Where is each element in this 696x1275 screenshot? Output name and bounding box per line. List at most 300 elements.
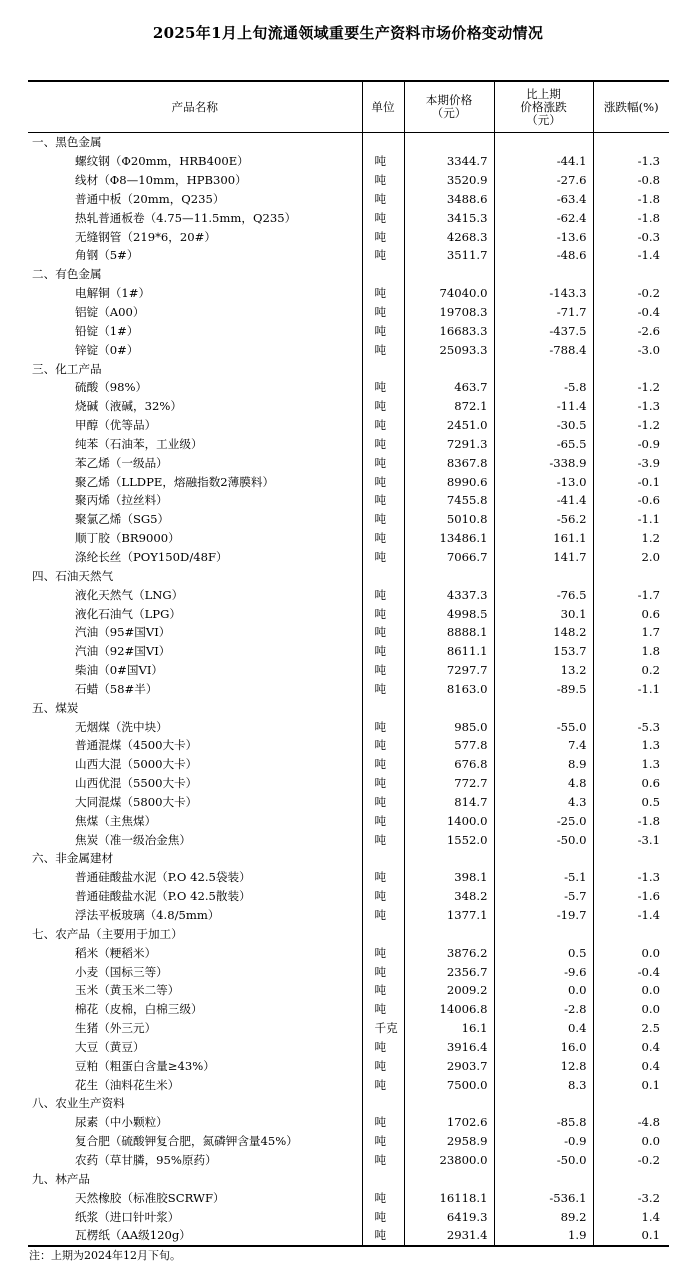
unit: 吨 xyxy=(362,378,404,397)
current-price: 19708.3 xyxy=(404,303,494,322)
price-change: 7.4 xyxy=(494,736,593,755)
table-row xyxy=(28,679,669,698)
current-price: 74040.0 xyxy=(404,284,494,303)
product-name: 线材（Φ8—10mm，HPB300） xyxy=(75,173,247,188)
change-pct: -0.6 xyxy=(593,491,669,510)
current-price: 3511.7 xyxy=(404,246,494,265)
price-change: 12.8 xyxy=(494,1056,593,1075)
product-name: 稻米（粳稻米） xyxy=(75,945,157,960)
header-current-price-line2: （元） xyxy=(431,106,467,120)
product-name: 无缝钢管（219*6，20#） xyxy=(75,229,216,244)
price-change: -13.0 xyxy=(494,472,593,491)
table-row xyxy=(28,623,669,642)
current-price: 5010.8 xyxy=(404,510,494,529)
current-price: 2903.7 xyxy=(404,1056,494,1075)
table-row xyxy=(28,1056,669,1075)
product-name: 普通中板（20mm，Q235） xyxy=(75,191,225,206)
price-change: 161.1 xyxy=(494,529,593,548)
product-name: 硫酸（98%） xyxy=(75,380,148,395)
category-name: 四、石油天然气 xyxy=(32,568,114,583)
unit: 吨 xyxy=(362,1188,404,1207)
table-row xyxy=(28,321,669,340)
current-price: 16683.3 xyxy=(404,321,494,340)
product-name: 汽油（95#国VI） xyxy=(75,625,171,640)
price-change: -71.7 xyxy=(494,303,593,322)
unit: 吨 xyxy=(362,1151,404,1170)
change-pct: 2.0 xyxy=(593,548,669,567)
product-name: 电解铜（1#） xyxy=(75,286,151,301)
unit: 吨 xyxy=(362,811,404,830)
product-name: 石蜡（58#半） xyxy=(75,681,158,696)
table-row xyxy=(28,661,669,680)
category-change-cell xyxy=(494,265,593,284)
category-change-cell xyxy=(494,359,593,378)
product-name: 豆粕（粗蛋白含量≥43%） xyxy=(75,1058,215,1073)
current-price: 2009.2 xyxy=(404,981,494,1000)
change-pct: 0.5 xyxy=(593,793,669,812)
table-row xyxy=(28,340,669,359)
table-row xyxy=(28,887,669,906)
current-price: 8990.6 xyxy=(404,472,494,491)
category-change-cell xyxy=(494,698,593,717)
unit: 吨 xyxy=(362,190,404,209)
category-pct-cell xyxy=(593,1094,669,1113)
price-change: 148.2 xyxy=(494,623,593,642)
price-change: 4.8 xyxy=(494,774,593,793)
unit: 吨 xyxy=(362,1132,404,1151)
price-change: -30.5 xyxy=(494,416,593,435)
price-change: -5.1 xyxy=(494,868,593,887)
product-name: 瓦楞纸（AA级120g） xyxy=(28,1226,362,1246)
category-row xyxy=(28,359,669,378)
change-pct: -1.3 xyxy=(593,868,669,887)
price-change: -85.8 xyxy=(494,1113,593,1132)
price-change: -536.1 xyxy=(494,1188,593,1207)
unit: 吨 xyxy=(362,1113,404,1132)
table-row xyxy=(28,1226,669,1246)
price-change: 4.3 xyxy=(494,793,593,812)
price-change: 8.9 xyxy=(494,755,593,774)
current-price: 398.1 xyxy=(404,868,494,887)
current-price: 1552.0 xyxy=(404,830,494,849)
price-change: -48.6 xyxy=(494,246,593,265)
current-price: 2451.0 xyxy=(404,416,494,435)
change-pct: 0.6 xyxy=(593,604,669,623)
price-change: -25.0 xyxy=(494,811,593,830)
category-pct-cell xyxy=(593,566,669,585)
price-change: -2.8 xyxy=(494,1000,593,1019)
change-pct: -1.3 xyxy=(593,397,669,416)
category-name: 五、煤炭 xyxy=(32,700,79,715)
product-name: 液化天然气（LNG） xyxy=(75,587,184,602)
category-name: 一、黑色金属 xyxy=(32,135,102,150)
price-change: 0.5 xyxy=(494,943,593,962)
price-change: 13.2 xyxy=(494,661,593,680)
unit: 吨 xyxy=(362,472,404,491)
category-unit-cell xyxy=(362,359,404,378)
product-name: 烧碱（液碱，32%） xyxy=(75,399,182,414)
current-price: 1400.0 xyxy=(404,811,494,830)
price-change: -9.6 xyxy=(494,962,593,981)
header-current-price xyxy=(404,81,494,133)
product-name: 大同混煤（5800大卡） xyxy=(75,794,198,809)
current-price: 8367.8 xyxy=(404,453,494,472)
product-name: 液化石油气（LPG） xyxy=(75,606,181,621)
table-row xyxy=(28,435,669,454)
change-pct: 1.7 xyxy=(593,623,669,642)
product-name: 棉花（皮棉，白棉三级） xyxy=(75,1002,203,1017)
table-row xyxy=(28,585,669,604)
category-price-cell xyxy=(404,359,494,378)
product-name: 热轧普通板卷（4.75—11.5mm，Q235） xyxy=(75,210,297,225)
category-change-cell xyxy=(494,924,593,943)
category-pct-cell xyxy=(593,1169,669,1188)
header-unit: 单位 xyxy=(362,81,404,133)
product-name: 螺纹钢（Φ20mm，HRB400E） xyxy=(75,154,249,169)
category-unit-cell xyxy=(362,849,404,868)
footnote: 注：上期为2024年12月下旬。 xyxy=(29,1249,181,1262)
table-row xyxy=(28,378,669,397)
category-price-cell xyxy=(404,1094,494,1113)
product-name: 纸浆（进口针叶浆） xyxy=(75,1209,180,1224)
unit: 吨 xyxy=(362,623,404,642)
category-unit-cell xyxy=(362,566,404,585)
category-change-cell xyxy=(494,849,593,868)
product-name: 天然橡胶（标准胶SCRWF） xyxy=(75,1190,225,1205)
product-name: 甲醇（优等品） xyxy=(75,418,157,433)
price-change: -13.6 xyxy=(494,227,593,246)
table-row xyxy=(28,830,669,849)
change-pct: -5.3 xyxy=(593,717,669,736)
current-price: 348.2 xyxy=(404,887,494,906)
category-unit-cell xyxy=(362,265,404,284)
current-price: 772.7 xyxy=(404,774,494,793)
change-pct: -1.8 xyxy=(593,190,669,209)
category-row xyxy=(28,698,669,717)
price-change: -788.4 xyxy=(494,340,593,359)
table-row xyxy=(28,472,669,491)
current-price: 2958.9 xyxy=(404,1132,494,1151)
current-price: 14006.8 xyxy=(404,1000,494,1019)
unit: 吨 xyxy=(362,679,404,698)
unit: 吨 xyxy=(362,1075,404,1094)
change-pct: -1.2 xyxy=(593,416,669,435)
price-change: 153.7 xyxy=(494,642,593,661)
category-price-cell xyxy=(404,566,494,585)
current-price: 3344.7 xyxy=(404,152,494,171)
change-pct: 2.5 xyxy=(593,1019,669,1038)
unit: 吨 xyxy=(362,397,404,416)
change-pct: 1.3 xyxy=(593,736,669,755)
product-name: 浮法平板玻璃（4.8/5mm） xyxy=(75,908,220,923)
current-price: 676.8 xyxy=(404,755,494,774)
category-pct-cell xyxy=(593,698,669,717)
change-pct: 1.8 xyxy=(593,642,669,661)
product-name: 花生（油料花生米） xyxy=(75,1077,180,1092)
change-pct: -1.3 xyxy=(593,152,669,171)
change-pct: -3.1 xyxy=(593,830,669,849)
price-change: 8.3 xyxy=(494,1075,593,1094)
price-change: 89.2 xyxy=(494,1207,593,1226)
category-row xyxy=(28,1094,669,1113)
current-price: 463.7 xyxy=(404,378,494,397)
unit: 吨 xyxy=(362,585,404,604)
category-row xyxy=(28,924,669,943)
category-unit-cell xyxy=(362,924,404,943)
category-pct-cell xyxy=(593,133,669,152)
price-change: -5.8 xyxy=(494,378,593,397)
price-change: 0.4 xyxy=(494,1019,593,1038)
product-name: 聚氯乙烯（SG5） xyxy=(75,512,170,527)
unit: 吨 xyxy=(362,340,404,359)
product-name: 无烟煤（洗中块） xyxy=(75,719,168,734)
unit: 吨 xyxy=(362,943,404,962)
unit: 吨 xyxy=(362,548,404,567)
product-name: 玉米（黄玉米二等） xyxy=(75,983,180,998)
table-row xyxy=(28,491,669,510)
current-price: 7291.3 xyxy=(404,435,494,454)
unit: 吨 xyxy=(362,321,404,340)
unit: 吨 xyxy=(362,642,404,661)
change-pct: -1.7 xyxy=(593,585,669,604)
change-pct: 0.1 xyxy=(593,1226,669,1246)
category-change-cell xyxy=(494,133,593,152)
product-name: 锌锭（0#） xyxy=(75,342,139,357)
unit: 吨 xyxy=(362,868,404,887)
product-name: 焦炭（准一级冶金焦） xyxy=(75,832,191,847)
unit: 吨 xyxy=(362,453,404,472)
category-unit-cell xyxy=(362,698,404,717)
change-pct: 0.6 xyxy=(593,774,669,793)
change-pct: 1.2 xyxy=(593,529,669,548)
table-row xyxy=(28,284,669,303)
unit: 吨 xyxy=(362,227,404,246)
product-name: 尿素（中小颗粒） xyxy=(75,1115,168,1130)
category-price-cell xyxy=(404,1169,494,1188)
unit: 吨 xyxy=(362,1056,404,1075)
price-change: -55.0 xyxy=(494,717,593,736)
current-price: 814.7 xyxy=(404,793,494,812)
current-price: 7297.7 xyxy=(404,661,494,680)
price-change: -143.3 xyxy=(494,284,593,303)
current-price: 4998.5 xyxy=(404,604,494,623)
change-pct: -0.3 xyxy=(593,227,669,246)
category-row xyxy=(28,265,669,284)
change-pct: 0.2 xyxy=(593,661,669,680)
change-pct: 0.0 xyxy=(593,943,669,962)
table-row xyxy=(28,736,669,755)
change-pct: 0.4 xyxy=(593,1038,669,1057)
price-change: -89.5 xyxy=(494,679,593,698)
unit: 千克 xyxy=(362,1019,404,1038)
current-price: 3916.4 xyxy=(404,1038,494,1057)
current-price: 16118.1 xyxy=(404,1188,494,1207)
table-row xyxy=(28,755,669,774)
unit: 吨 xyxy=(362,152,404,171)
unit: 吨 xyxy=(362,906,404,925)
unit: 吨 xyxy=(362,717,404,736)
price-change: -76.5 xyxy=(494,585,593,604)
unit: 吨 xyxy=(362,774,404,793)
table-row xyxy=(28,152,669,171)
product-name: 生猪（外三元） xyxy=(75,1021,157,1036)
current-price: 8888.1 xyxy=(404,623,494,642)
change-pct: -0.2 xyxy=(593,1151,669,1170)
table-row xyxy=(28,1075,669,1094)
change-pct: -1.2 xyxy=(593,378,669,397)
table-row xyxy=(28,227,669,246)
unit: 吨 xyxy=(362,887,404,906)
current-price: 7066.7 xyxy=(404,548,494,567)
change-pct: -4.8 xyxy=(593,1113,669,1132)
price-table xyxy=(28,80,669,1247)
category-row xyxy=(28,1169,669,1188)
change-pct: 1.3 xyxy=(593,755,669,774)
product-name: 小麦（国标三等） xyxy=(75,964,168,979)
unit: 吨 xyxy=(362,830,404,849)
category-price-cell xyxy=(404,133,494,152)
category-unit-cell xyxy=(362,133,404,152)
product-name: 焦煤（主焦煤） xyxy=(75,813,157,828)
unit: 吨 xyxy=(362,435,404,454)
category-pct-cell xyxy=(593,924,669,943)
current-price: 25093.3 xyxy=(404,340,494,359)
unit: 吨 xyxy=(362,1038,404,1057)
current-price: 7500.0 xyxy=(404,1075,494,1094)
category-pct-cell xyxy=(593,359,669,378)
unit: 吨 xyxy=(362,755,404,774)
current-price: 3415.3 xyxy=(404,208,494,227)
table-row xyxy=(28,208,669,227)
current-price: 985.0 xyxy=(404,717,494,736)
category-row xyxy=(28,133,669,152)
table-row xyxy=(28,811,669,830)
product-name: 汽油（92#国VI） xyxy=(75,644,171,659)
table-row xyxy=(28,793,669,812)
product-name: 顺丁胶（BR9000） xyxy=(75,531,180,546)
header-price-change-line3: （元） xyxy=(526,112,561,127)
price-change: -338.9 xyxy=(494,453,593,472)
unit: 吨 xyxy=(362,416,404,435)
price-change: 16.0 xyxy=(494,1038,593,1057)
change-pct: -1.4 xyxy=(593,246,669,265)
unit: 吨 xyxy=(362,661,404,680)
current-price: 2931.4 xyxy=(404,1226,494,1246)
price-change: -437.5 xyxy=(494,321,593,340)
change-pct: -0.9 xyxy=(593,435,669,454)
table-row xyxy=(28,1019,669,1038)
price-change: -50.0 xyxy=(494,1151,593,1170)
unit: 吨 xyxy=(362,303,404,322)
header-current-price-line1: 本期价格 xyxy=(425,93,473,107)
table-row xyxy=(28,1207,669,1226)
table-row xyxy=(28,416,669,435)
category-price-cell xyxy=(404,849,494,868)
category-pct-cell xyxy=(593,849,669,868)
product-name: 铝锭（A00） xyxy=(75,305,145,320)
current-price: 4268.3 xyxy=(404,227,494,246)
table-row xyxy=(28,510,669,529)
table-row xyxy=(28,774,669,793)
table-row xyxy=(28,548,669,567)
product-name: 涤纶长丝（POY150D/48F） xyxy=(75,549,228,564)
price-change: -27.6 xyxy=(494,171,593,190)
product-name: 角钢（5#） xyxy=(75,248,139,263)
table-row xyxy=(28,1151,669,1170)
unit: 吨 xyxy=(362,981,404,1000)
price-change: -56.2 xyxy=(494,510,593,529)
product-name: 农药（草甘膦，95%原药） xyxy=(75,1152,217,1167)
change-pct: 0.0 xyxy=(593,1000,669,1019)
current-price: 8163.0 xyxy=(404,679,494,698)
table-row xyxy=(28,1113,669,1132)
change-pct: -1.8 xyxy=(593,811,669,830)
current-price: 1377.1 xyxy=(404,906,494,925)
change-pct: 0.0 xyxy=(593,981,669,1000)
table-row xyxy=(28,1038,669,1057)
table-row xyxy=(28,906,669,925)
change-pct: -0.8 xyxy=(593,171,669,190)
unit: 吨 xyxy=(362,510,404,529)
change-pct: -3.0 xyxy=(593,340,669,359)
product-name: 普通混煤（4500大卡） xyxy=(75,738,198,753)
category-row xyxy=(28,566,669,585)
current-price: 23800.0 xyxy=(404,1151,494,1170)
unit: 吨 xyxy=(362,1000,404,1019)
header-price-change xyxy=(494,81,593,133)
table-row xyxy=(28,642,669,661)
change-pct: 0.0 xyxy=(593,1132,669,1151)
category-name: 三、化工产品 xyxy=(32,361,102,376)
category-name: 六、非金属建材 xyxy=(32,851,114,866)
change-pct: -0.4 xyxy=(593,962,669,981)
price-change: -44.1 xyxy=(494,152,593,171)
product-name: 普通硅酸盐水泥（P.O 42.5散装） xyxy=(75,889,251,904)
change-pct: 0.4 xyxy=(593,1056,669,1075)
unit: 吨 xyxy=(362,736,404,755)
table-row xyxy=(28,303,669,322)
current-price: 6419.3 xyxy=(404,1207,494,1226)
unit: 吨 xyxy=(362,491,404,510)
change-pct: -3.2 xyxy=(593,1188,669,1207)
current-price: 577.8 xyxy=(404,736,494,755)
product-name: 聚乙烯（LLDPE，熔融指数2薄膜料） xyxy=(75,474,275,489)
current-price: 16.1 xyxy=(404,1019,494,1038)
table-row xyxy=(28,868,669,887)
current-price: 3876.2 xyxy=(404,943,494,962)
current-price: 4337.3 xyxy=(404,585,494,604)
price-change: -5.7 xyxy=(494,887,593,906)
table-row xyxy=(28,1000,669,1019)
product-name: 苯乙烯（一级品） xyxy=(75,455,168,470)
change-pct: -2.6 xyxy=(593,321,669,340)
current-price: 8611.1 xyxy=(404,642,494,661)
category-name: 二、有色金属 xyxy=(32,267,102,282)
table-row xyxy=(28,943,669,962)
price-change: -19.7 xyxy=(494,906,593,925)
change-pct: -0.2 xyxy=(593,284,669,303)
category-row xyxy=(28,849,669,868)
current-price: 872.1 xyxy=(404,397,494,416)
price-change: -62.4 xyxy=(494,208,593,227)
price-change: 30.1 xyxy=(494,604,593,623)
category-unit-cell xyxy=(362,1094,404,1113)
product-name: 聚丙烯（拉丝料） xyxy=(75,493,168,508)
table-row xyxy=(28,529,669,548)
change-pct: 1.4 xyxy=(593,1207,669,1226)
unit: 吨 xyxy=(362,284,404,303)
price-change: -63.4 xyxy=(494,190,593,209)
